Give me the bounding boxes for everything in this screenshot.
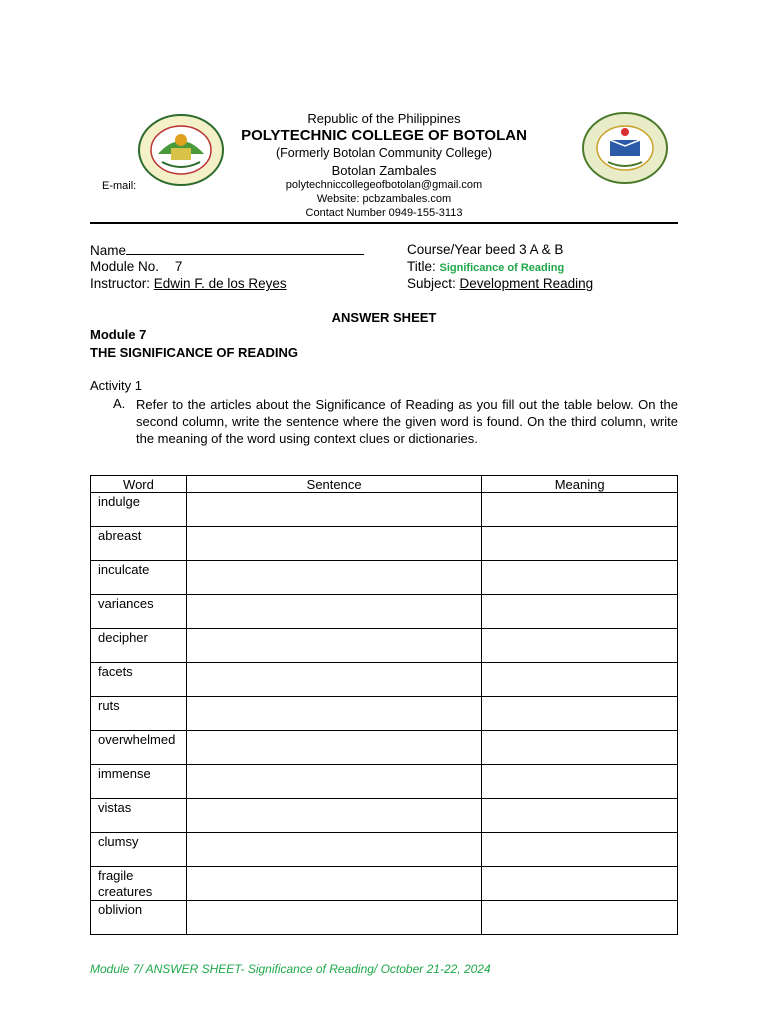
instructor-field bbox=[90, 276, 287, 291]
table-row bbox=[91, 561, 678, 595]
table-row bbox=[91, 833, 678, 867]
meaning-cell[interactable] bbox=[482, 595, 678, 629]
table-row bbox=[91, 527, 678, 561]
table-row bbox=[91, 663, 678, 697]
name-label: Name bbox=[90, 243, 127, 258]
word-cell: abreast bbox=[91, 527, 187, 561]
meaning-cell[interactable] bbox=[482, 561, 678, 595]
table-row bbox=[91, 799, 678, 833]
meaning-cell[interactable] bbox=[482, 629, 678, 663]
column-header-word: Word bbox=[91, 476, 187, 493]
email-label: E-mail: bbox=[102, 180, 137, 192]
name-blank[interactable] bbox=[126, 242, 364, 255]
title-value: Significance of Reading bbox=[439, 262, 565, 274]
word-cell: indulge bbox=[91, 493, 187, 527]
column-header-sentence: Sentence bbox=[186, 476, 481, 493]
table-row bbox=[91, 493, 678, 527]
word-cell: oblivion bbox=[91, 901, 187, 935]
meaning-cell[interactable] bbox=[482, 867, 678, 901]
table-row bbox=[91, 765, 678, 799]
vocabulary-table bbox=[90, 475, 678, 935]
module-value: 7 bbox=[174, 259, 183, 274]
sentence-cell[interactable] bbox=[186, 731, 481, 765]
sentence-cell[interactable] bbox=[186, 629, 481, 663]
table-row bbox=[91, 595, 678, 629]
meaning-cell[interactable] bbox=[482, 833, 678, 867]
table-row bbox=[91, 731, 678, 765]
meaning-cell[interactable] bbox=[482, 527, 678, 561]
instructor-value: Edwin F. de los Reyes bbox=[153, 276, 287, 291]
meaning-cell[interactable] bbox=[482, 731, 678, 765]
table-header-row bbox=[91, 476, 678, 493]
sentence-cell[interactable] bbox=[186, 663, 481, 697]
meaning-cell[interactable] bbox=[482, 799, 678, 833]
word-cell: ruts bbox=[91, 697, 187, 731]
meaning-cell[interactable] bbox=[482, 697, 678, 731]
word-cell: vistas bbox=[91, 799, 187, 833]
college-name: POLYTECHNIC COLLEGE OF BOTOLAN bbox=[241, 127, 527, 144]
word-cell: facets bbox=[91, 663, 187, 697]
sentence-cell[interactable] bbox=[186, 833, 481, 867]
location-line: Botolan Zambales bbox=[331, 163, 437, 178]
republic-line: Republic of the Philippines bbox=[307, 111, 461, 126]
table-row bbox=[91, 629, 678, 663]
sentence-cell[interactable] bbox=[186, 697, 481, 731]
page-footer: Module 7/ ANSWER SHEET- Significance of Reading/ October 21-22, 2024 bbox=[90, 962, 491, 976]
activity-label: Activity 1 bbox=[90, 378, 143, 393]
module-field bbox=[90, 259, 182, 274]
sentence-cell[interactable] bbox=[186, 595, 481, 629]
word-cell: overwhelmed bbox=[91, 731, 187, 765]
sentence-cell[interactable] bbox=[186, 799, 481, 833]
website-line[interactable]: Website: pcbzambales.com bbox=[316, 193, 452, 205]
table-row bbox=[91, 901, 678, 935]
word-cell: decipher bbox=[91, 629, 187, 663]
module-subheading: THE SIGNIFICANCE OF READING bbox=[90, 345, 299, 360]
subject-field bbox=[407, 276, 593, 291]
name-field bbox=[90, 242, 364, 258]
sentence-cell[interactable] bbox=[186, 901, 481, 935]
instructor-label: Instructor: bbox=[90, 276, 151, 291]
title-label: Title: bbox=[407, 259, 436, 274]
module-heading: Module 7 bbox=[90, 327, 147, 342]
word-cell: fragile creatures bbox=[91, 867, 187, 901]
sentence-cell[interactable] bbox=[186, 867, 481, 901]
table-row bbox=[91, 867, 678, 901]
word-cell: clumsy bbox=[91, 833, 187, 867]
subject-value: Development Reading bbox=[459, 276, 594, 291]
meaning-cell[interactable] bbox=[482, 493, 678, 527]
subject-label: Subject: bbox=[407, 276, 456, 291]
sentence-cell[interactable] bbox=[186, 765, 481, 799]
meaning-cell[interactable] bbox=[482, 765, 678, 799]
course-field: Course/Year beed 3 A & B bbox=[407, 242, 564, 257]
word-cell: variances bbox=[91, 595, 187, 629]
column-header-meaning: Meaning bbox=[482, 476, 678, 493]
title-field bbox=[407, 259, 564, 274]
meaning-cell[interactable] bbox=[482, 901, 678, 935]
sentence-cell[interactable] bbox=[186, 561, 481, 595]
email-address[interactable]: polytechniccollegeofbotolan@gmail.com bbox=[285, 179, 483, 191]
activity-instructions: Refer to the articles about the Significance of Reading as you fill out the table below. On the second column, write the sentence where the given word is found. On the third column, write the meaning of the word using context clues or dictionaries. bbox=[136, 397, 678, 446]
word-cell: inculcate bbox=[91, 561, 187, 595]
contact-line: Contact Number 0949-155-3113 bbox=[305, 207, 463, 219]
word-cell: immense bbox=[91, 765, 187, 799]
header-divider bbox=[90, 222, 678, 224]
meaning-cell[interactable] bbox=[482, 663, 678, 697]
table-row bbox=[91, 697, 678, 731]
activity-item-marker: A. bbox=[113, 396, 126, 411]
formerly-line: (Formerly Botolan Community College) bbox=[275, 146, 493, 160]
answer-sheet-title: ANSWER SHEET bbox=[331, 310, 437, 325]
sentence-cell[interactable] bbox=[186, 493, 481, 527]
module-label: Module No. bbox=[90, 259, 160, 274]
sentence-cell[interactable] bbox=[186, 527, 481, 561]
